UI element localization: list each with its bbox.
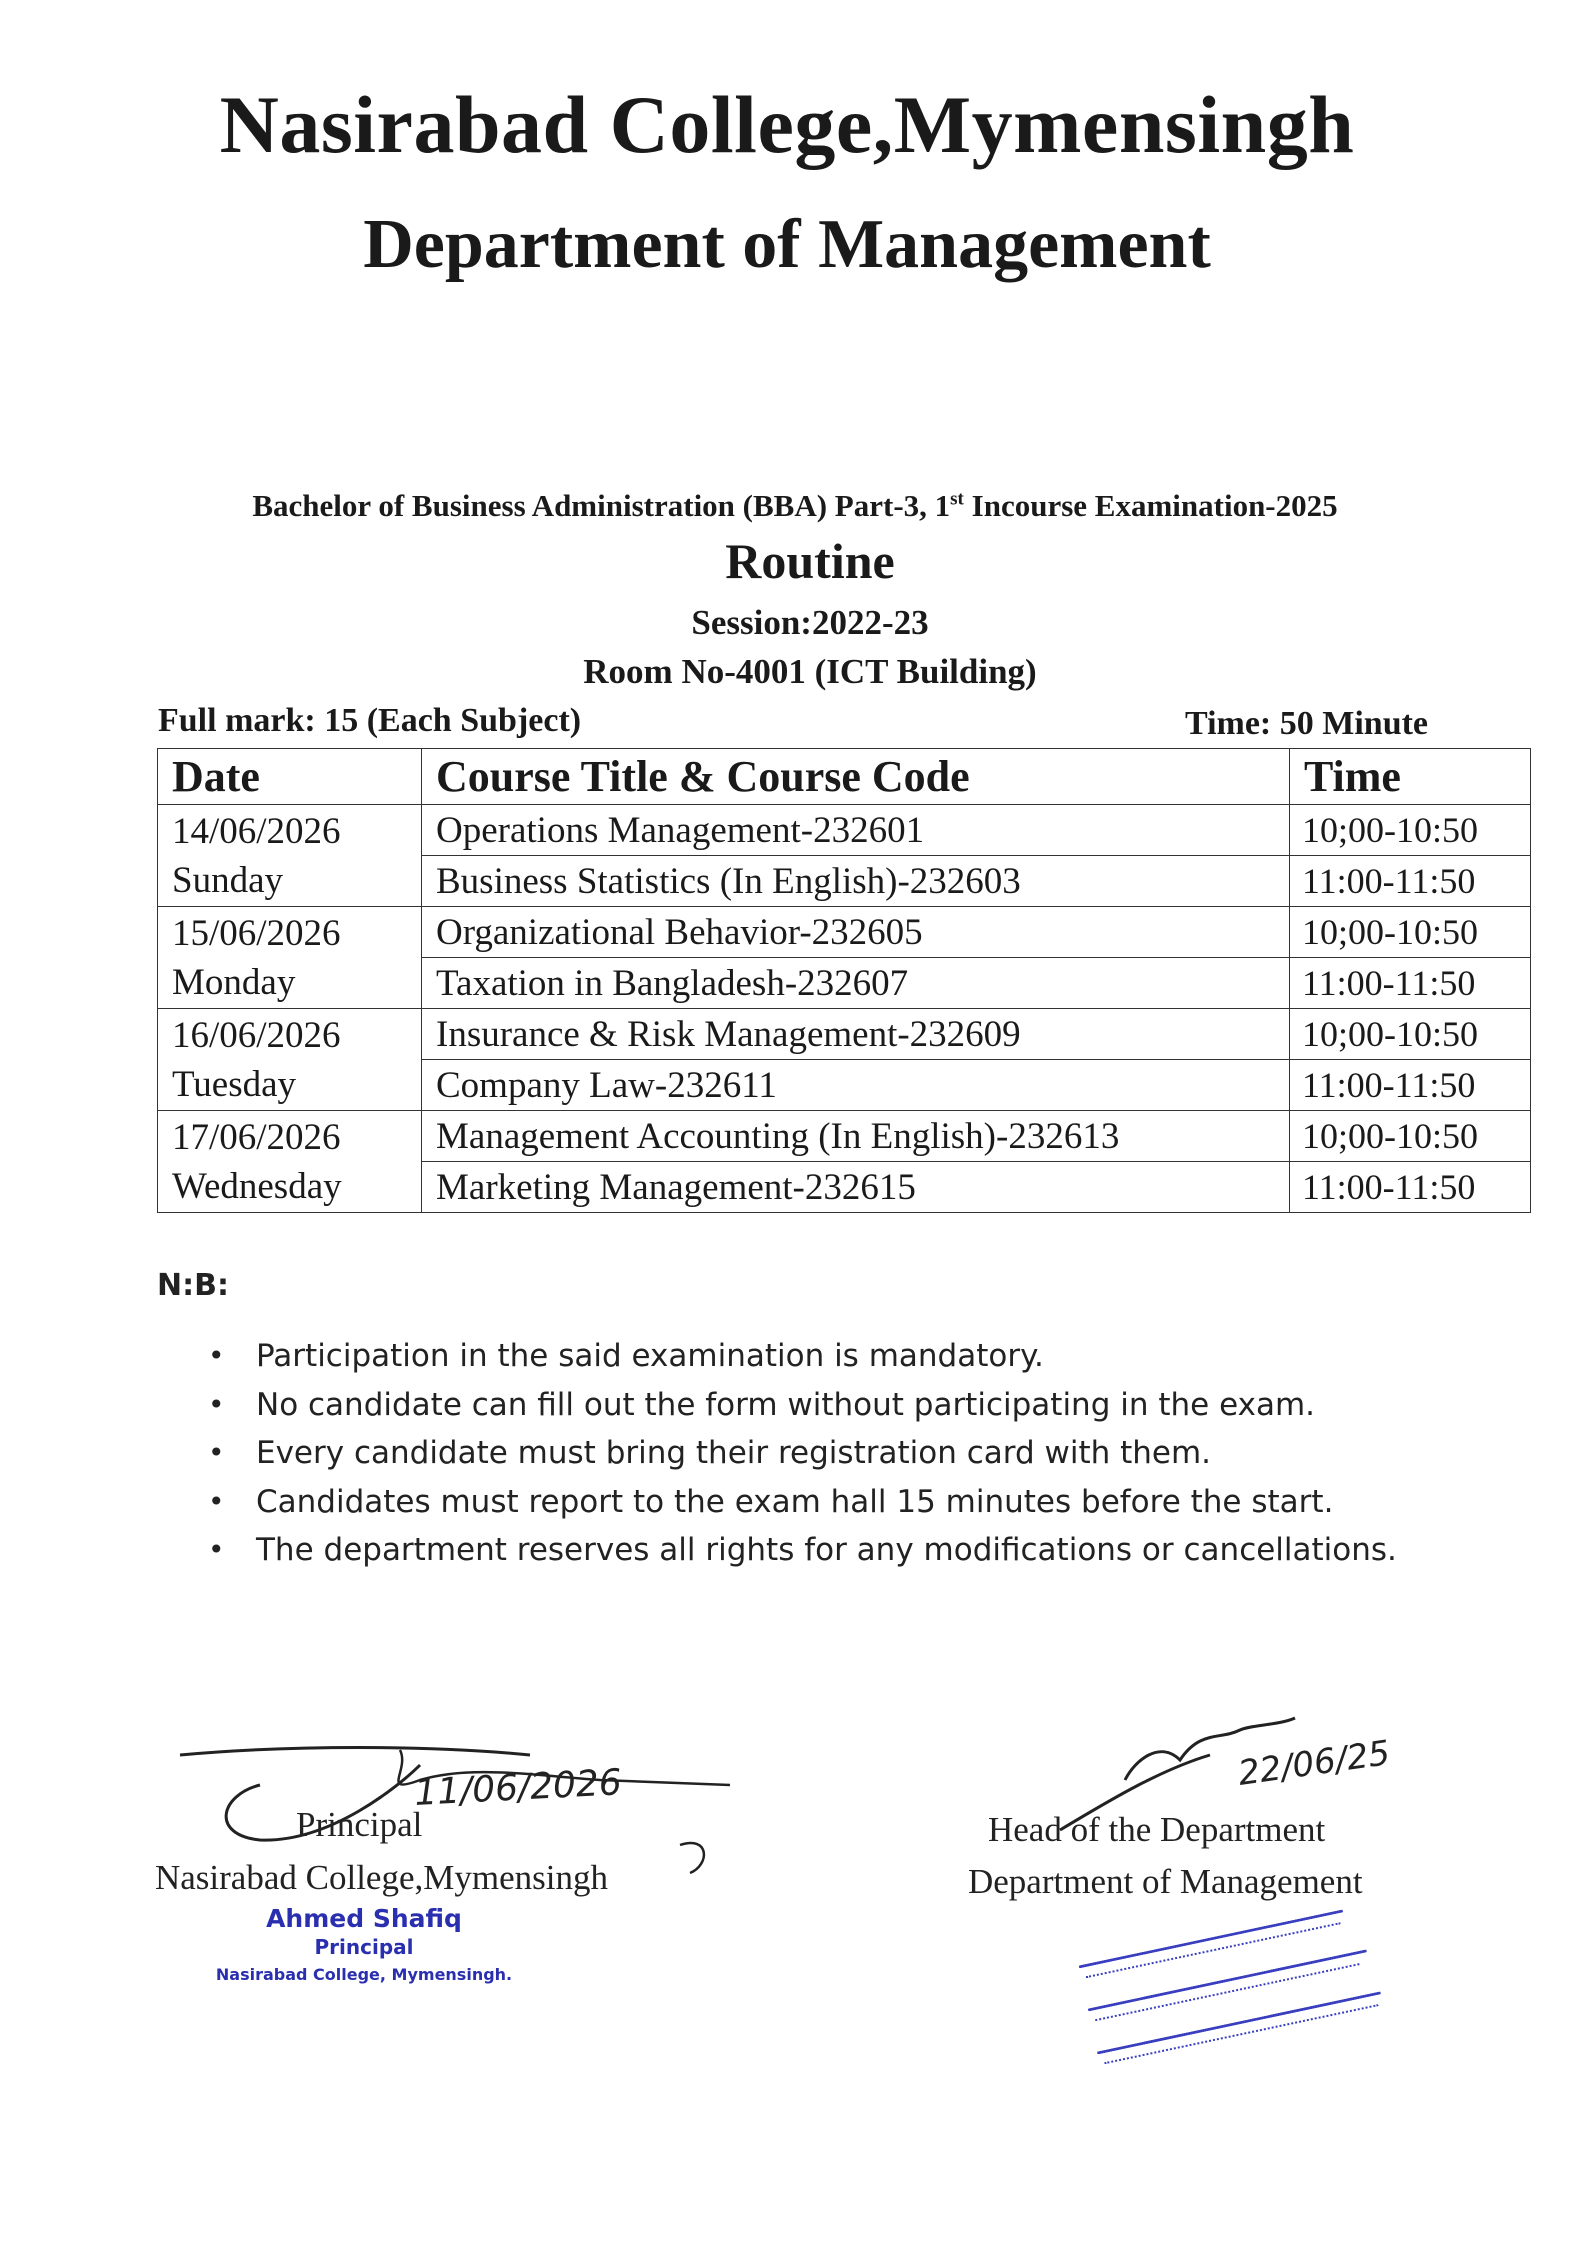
course-cell: Marketing Management-232615 [422,1162,1290,1213]
exam-date: 14/06/2026 [172,811,341,852]
date-cell [158,805,422,907]
principal-sign-date: 11/06/2026 [413,1762,623,1814]
hod-sign-date: 22/06/25 [1235,1733,1393,1794]
stamp-name: Ahmed Shafiq [266,1904,462,1933]
list-item: • No candidate can fill out the form without participating in the exam. [208,1381,1397,1430]
exam-title-ordinal: st [950,488,964,510]
exam-date: 15/06/2026 [172,913,341,954]
time-cell: 11:00-11:50 [1290,1162,1531,1213]
college-name: Nasirabad College,Mymensingh [219,79,1355,170]
exam-title-suffix: Incourse Examination-2025 [963,488,1338,523]
principal-org: Nasirabad College,Mymensingh [155,1858,608,1897]
session: Session:2022-23 [691,603,929,642]
list-item: • Every candidate must bring their registration card with them. [208,1429,1397,1478]
exam-title [0,488,1450,524]
table-row [158,1009,1531,1060]
header-time: Time [1290,749,1531,805]
table-row [158,1111,1531,1162]
stamp-line [1095,1963,1360,2021]
course-cell: Insurance & Risk Management-232609 [422,1009,1290,1060]
table-header-row [158,749,1531,805]
principal-label: Principal [296,1805,423,1844]
exam-date: 17/06/2026 [172,1117,341,1158]
exam-duration: Time: 50 Minute [1185,705,1429,742]
stamp-line [1104,2004,1378,2064]
list-item: • Candidates must report to the exam hall 15 minutes before the start. [208,1478,1397,1527]
stamp-line [1079,1909,1344,1968]
exam-title-prefix: Bachelor of Business Administration (BBA) Part-3, 1 [252,488,951,523]
stamp-title: Principal [314,1935,414,1959]
date-cell [158,907,422,1009]
full-mark: Full mark: 15 (Each Subject) [158,702,582,739]
time-cell: 11:00-11:50 [1290,958,1531,1009]
routine-table [157,748,1531,1213]
exam-day: Monday [172,962,296,1003]
time-cell: 10;00-10:50 [1290,907,1531,958]
stamp-line [1086,1922,1341,1978]
exam-day: Tuesday [172,1064,297,1105]
list-item: • Participation in the said examination is mandatory. [208,1332,1397,1381]
exam-date: 16/06/2026 [172,1015,341,1056]
principal-signature [170,1725,770,1875]
time-cell: 10;00-10:50 [1290,1111,1531,1162]
course-cell: Operations Management-232601 [422,805,1290,856]
course-cell: Organizational Behavior-232605 [422,907,1290,958]
table-row [158,907,1531,958]
list-item: • The department reserves all rights for any modifications or cancellations. [208,1526,1397,1575]
department-name: Department of Management [363,206,1211,283]
hod-label: Head of the Department [988,1810,1326,1849]
course-cell: Company Law-232611 [422,1060,1290,1111]
notes-list [208,1332,1397,1575]
header-course: Course Title & Course Code [422,749,1290,805]
room-number: Room No-4001 (ICT Building) [583,652,1037,691]
hod-stamp [1065,1886,1397,2087]
exam-day: Wednesday [172,1166,342,1207]
time-cell: 10;00-10:50 [1290,1009,1531,1060]
course-cell: Management Accounting (In English)-232613 [422,1111,1290,1162]
hod-org: Department of Management [968,1862,1363,1901]
time-cell: 10;00-10:50 [1290,805,1531,856]
time-cell: 11:00-11:50 [1290,856,1531,907]
principal-stamp [214,1904,514,1984]
stamp-line [1097,1991,1381,2054]
routine-title: Routine [725,533,895,589]
stamp-org: Nasirabad College, Mymensingh. [215,1965,513,1984]
date-cell [158,1111,422,1213]
notes-label: N:B: [157,1268,229,1303]
time-cell: 11:00-11:50 [1290,1060,1531,1111]
exam-day: Sunday [172,860,283,901]
date-cell [158,1009,422,1111]
header-date: Date [158,749,422,805]
course-cell: Business Statistics (In English)-232603 [422,856,1290,907]
course-cell: Taxation in Bangladesh-232607 [422,958,1290,1009]
table-row [158,805,1531,856]
